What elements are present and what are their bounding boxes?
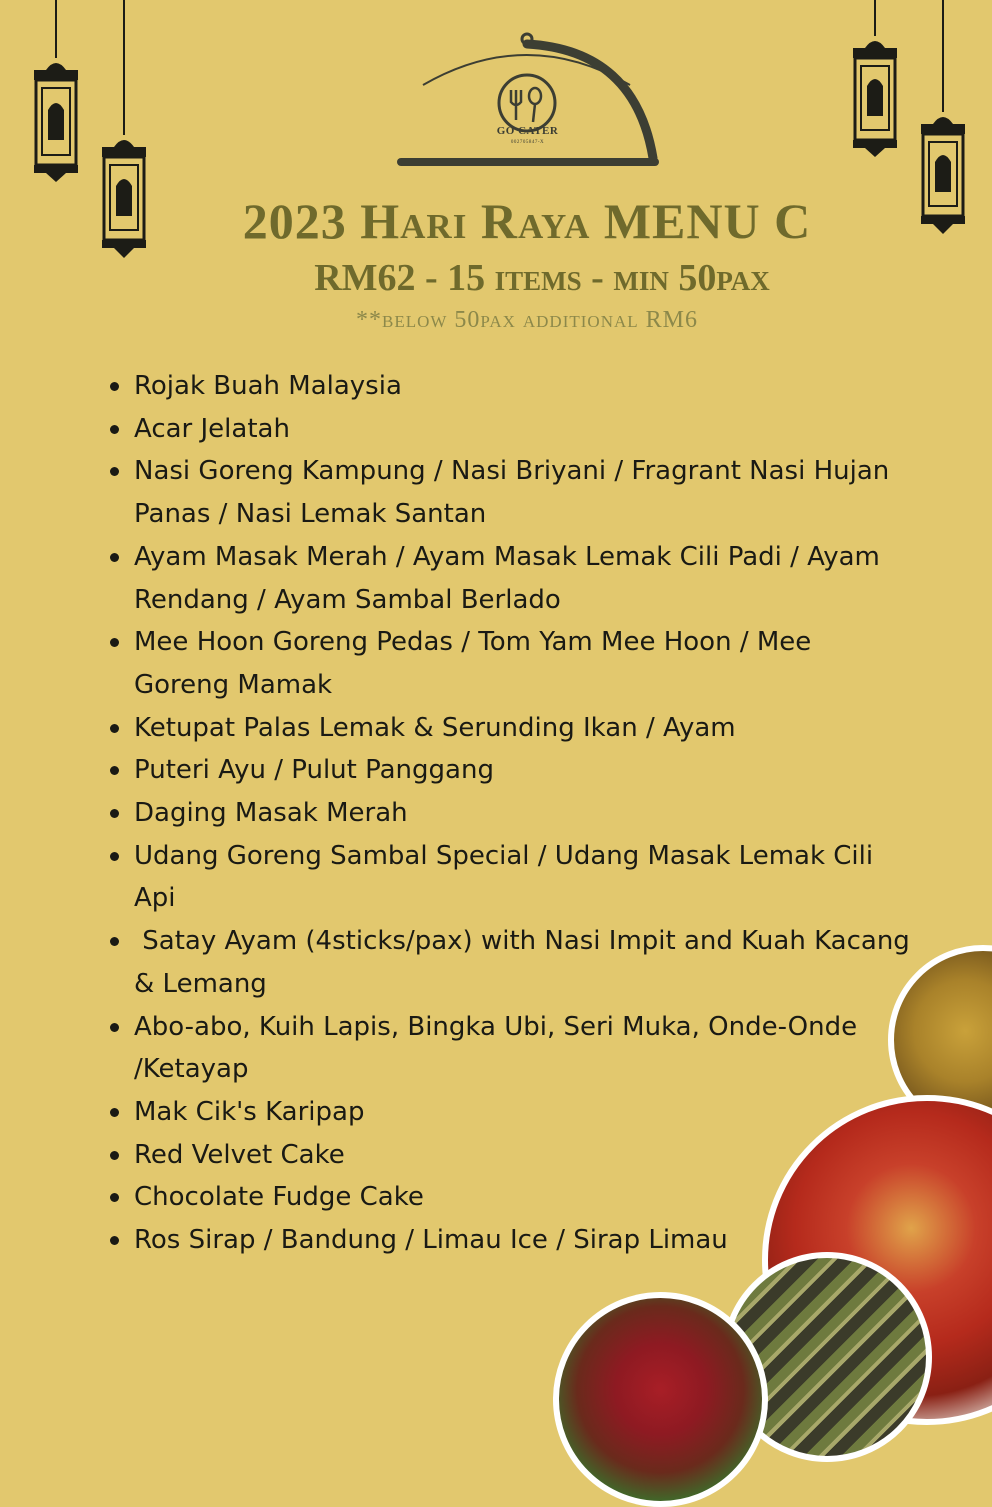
brand-name: GO CATER [496, 125, 559, 137]
menu-item: Ayam Masak Merah / Ayam Masak Lemak Cili Padi / Ayam Rendang / Ayam Sambal Berlado [110, 536, 910, 621]
menu-item: Ketupat Palas Lemak & Serunding Ikan / Ayam [110, 707, 910, 750]
menu-item: Red Velvet Cake [110, 1134, 910, 1177]
menu-item: Puteri Ayu / Pulut Panggang [110, 749, 910, 792]
menu-price-subtitle: RM62 - 15 items - min 50pax [314, 257, 770, 299]
lantern-icon [28, 0, 84, 185]
menu-item: Nasi Goreng Kampung / Nasi Briyani / Fragrant Nasi Hujan Panas / Nasi Lemak Santan [110, 450, 910, 535]
brand-logo [395, 30, 660, 175]
menu-item: Acar Jelatah [110, 408, 910, 451]
menu-note: **below 50pax additional RM6 [356, 307, 698, 333]
menu-item: Mak Cik's Karipap [110, 1091, 910, 1134]
lantern-icon [847, 0, 903, 160]
menu-item: Mee Hoon Goreng Pedas / Tom Yam Mee Hoon / Mee Goreng Mamak [110, 621, 910, 706]
food-photo-daging [553, 1292, 768, 1507]
cloche-logo-icon [395, 30, 660, 175]
menu-list [110, 365, 919, 1262]
menu-item: Ros Sirap / Bandung / Limau Ice / Sirap Limau [110, 1219, 910, 1262]
menu-item: Udang Goreng Sambal Special / Udang Masak Lemak Cili Api [110, 835, 910, 920]
menu-item: Abo-abo, Kuih Lapis, Bingka Ubi, Seri Muka, Onde-Onde /Ketayap [110, 1006, 910, 1091]
menu-item: Chocolate Fudge Cake [110, 1176, 910, 1219]
menu-item: Rojak Buah Malaysia [110, 365, 910, 408]
brand-registration: 002705847-X [510, 140, 545, 145]
menu-item: Satay Ayam (4sticks/pax) with Nasi Impit and Kuah Kacang & Lemang [110, 920, 910, 1005]
menu-title: 2023 Hari Raya MENU C [242, 193, 812, 249]
menu-item: Daging Masak Merah [110, 792, 910, 835]
